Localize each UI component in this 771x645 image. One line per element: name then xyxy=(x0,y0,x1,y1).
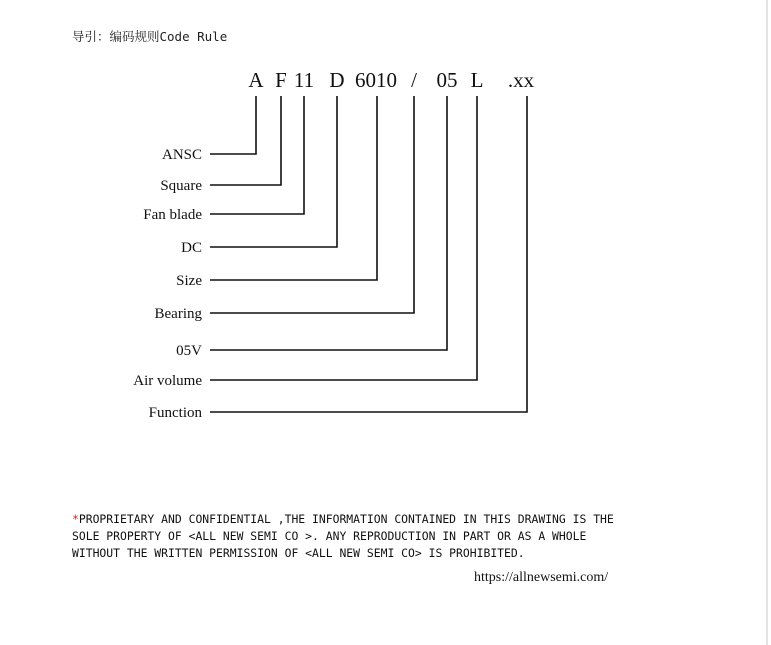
notice-asterisk: * xyxy=(72,512,79,526)
field-label-function: Function xyxy=(148,405,202,421)
notice-line-1-text: PROPRIETARY AND CONFIDENTIAL ,THE INFORMATION CONTAINED IN THIS DRAWING IS THE xyxy=(78,512,614,526)
notice-line-2: SOLE PROPERTY OF <ALL NEW SEMI CO >. ANY REPRODUCTION IN PART OR AS A WHOLE xyxy=(72,529,587,543)
field-label-air-volume: Air volume xyxy=(133,373,202,389)
code-voltage-05: 05 xyxy=(436,68,458,92)
confidentiality-notice xyxy=(72,511,614,562)
leader-line-function xyxy=(210,96,527,412)
field-label-ansc: ANSC xyxy=(161,147,202,163)
leader-line-dc xyxy=(210,96,337,247)
field-label-size: Size xyxy=(176,273,202,289)
page-title: 导引：编码规则Code Rule xyxy=(72,29,228,44)
code-dc-d: D xyxy=(329,68,345,92)
field-label-fan-blade: Fan blade xyxy=(143,207,202,223)
code-brand-a: A xyxy=(248,68,264,92)
field-label-dc: DC xyxy=(181,240,202,256)
leader-line-fan-blade xyxy=(210,96,304,214)
code-bearing-slash: / xyxy=(411,68,417,92)
leader-line-air-volume xyxy=(210,96,477,380)
notice-line-3: WITHOUT THE WRITTEN PERMISSION OF <ALL NEW SEMI CO> IS PROHIBITED. xyxy=(72,546,525,560)
leader-line-square xyxy=(210,96,281,185)
code-size-6010: 6010 xyxy=(355,68,397,92)
leader-line-ansc xyxy=(210,96,256,154)
code-blade-11: 11 xyxy=(293,68,315,92)
leader-line-size xyxy=(210,96,377,280)
field-label-05v: 05V xyxy=(176,343,202,359)
code-shape-f: F xyxy=(275,68,287,92)
leader-line-05v xyxy=(210,96,447,350)
notice-line-1 xyxy=(72,511,614,528)
field-label-bearing: Bearing xyxy=(154,306,202,322)
code-airvolume-l: L xyxy=(470,68,484,92)
website-link[interactable]: https://allnewsemi.com/ xyxy=(474,570,609,585)
code-function-xx: .xx xyxy=(507,68,535,92)
field-label-square: Square xyxy=(160,178,202,194)
